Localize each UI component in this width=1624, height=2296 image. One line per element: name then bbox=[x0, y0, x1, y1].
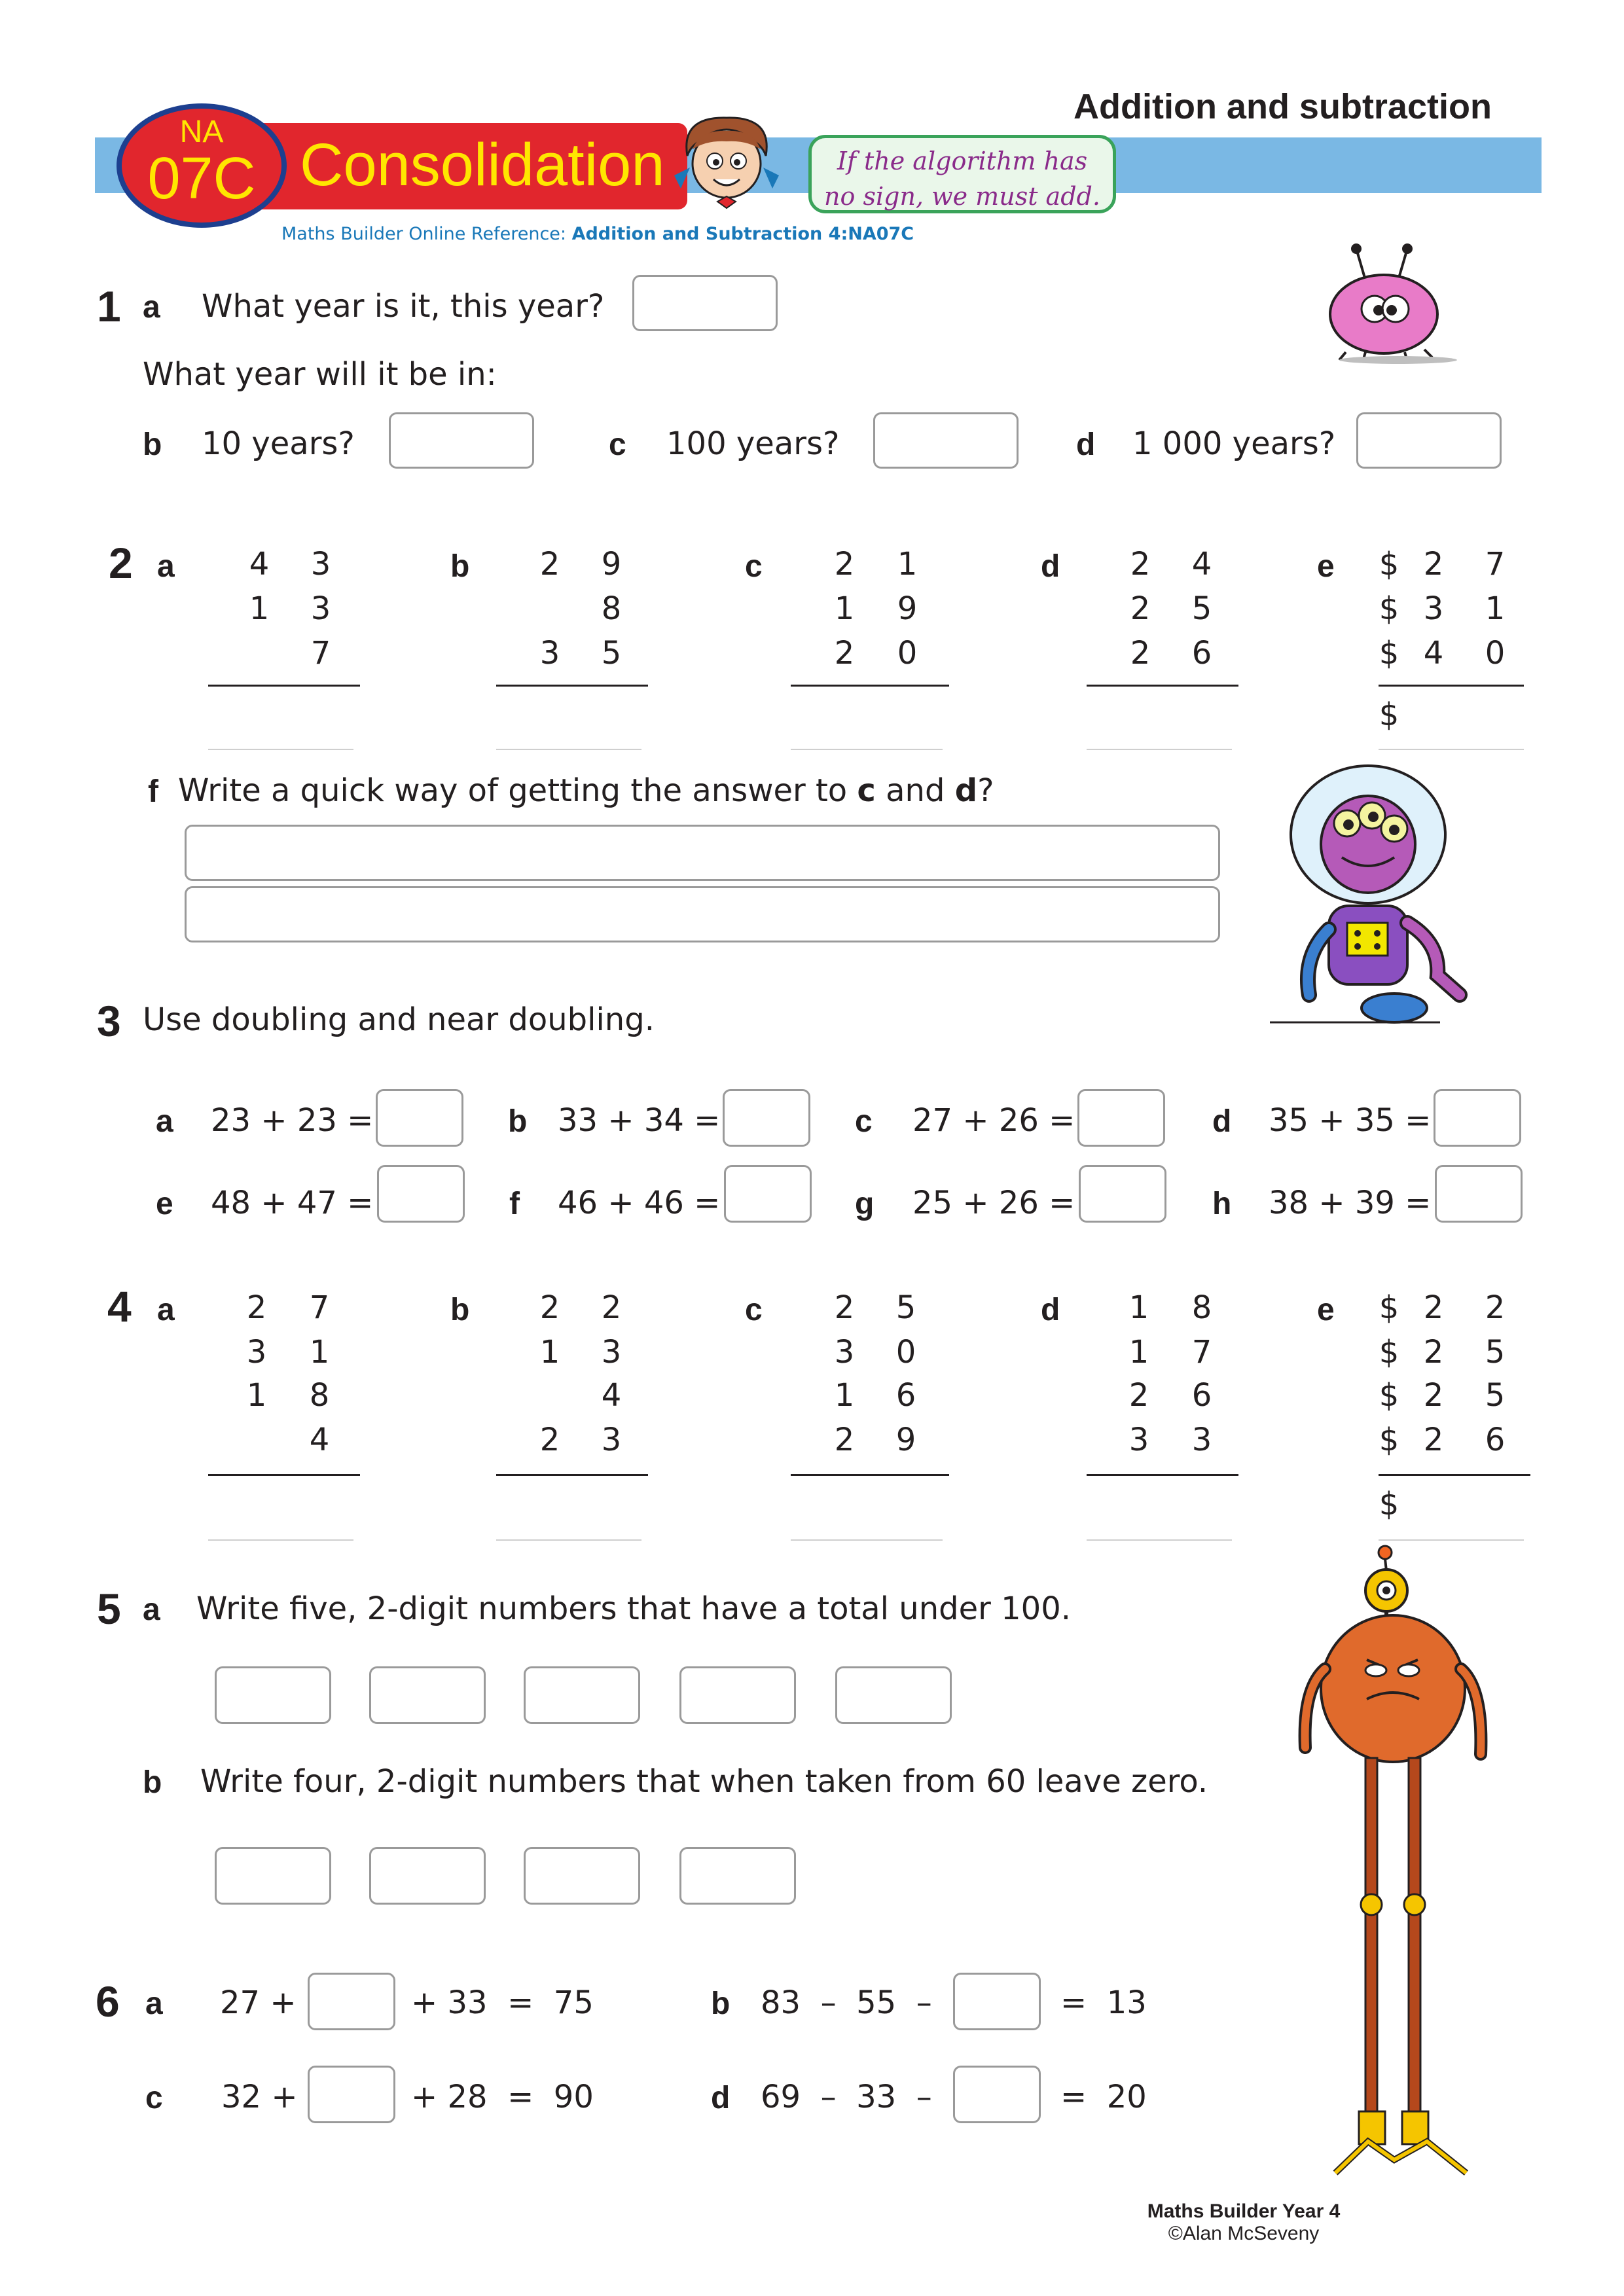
footer-book-title: Maths Builder Year 4 bbox=[1147, 2200, 1341, 2222]
q2-c-label: c bbox=[745, 549, 763, 584]
q1-d-text: 1 000 years? bbox=[1132, 425, 1336, 462]
q4-e-r2-tens: 2 bbox=[1423, 1334, 1444, 1371]
q4-b-r2-tens: 1 bbox=[539, 1334, 560, 1371]
q2-d-sum-line bbox=[1087, 685, 1238, 687]
q5-b-answer-box-4[interactable] bbox=[679, 1847, 796, 1905]
q4-b-r4-ones: 3 bbox=[601, 1422, 622, 1458]
q3-d-label: d bbox=[1212, 1104, 1232, 1139]
q2-f-answer-line-2[interactable] bbox=[185, 886, 1220, 942]
q6-a-pre: 27 + bbox=[220, 1984, 297, 2021]
q3-g-answer-box[interactable] bbox=[1079, 1165, 1166, 1223]
q6-c-answer-box[interactable] bbox=[308, 2066, 395, 2123]
q4-c-r1-tens: 2 bbox=[834, 1289, 855, 1326]
q6-a-answer-box[interactable] bbox=[308, 1973, 395, 2030]
q4-a-r4-ones: 4 bbox=[309, 1422, 330, 1458]
q4-e-r1-ones: 2 bbox=[1485, 1289, 1506, 1326]
q1-c-answer-box[interactable] bbox=[873, 412, 1019, 469]
q4-a-label: a bbox=[157, 1293, 175, 1327]
q4-d-r3-tens: 2 bbox=[1128, 1377, 1149, 1414]
q3-b-label: b bbox=[508, 1104, 528, 1139]
q2-c-r3-tens: 2 bbox=[834, 635, 855, 672]
q4-d-answer-line[interactable] bbox=[1087, 1539, 1232, 1541]
q2-d-r1-ones: 4 bbox=[1191, 546, 1212, 583]
q1-b-label: b bbox=[143, 427, 162, 462]
q6-c-pre: 32 + bbox=[221, 2079, 298, 2115]
q1-b-answer-box[interactable] bbox=[389, 412, 534, 469]
question-number-5: 5 bbox=[97, 1585, 121, 1633]
q2-f-bold-d: d bbox=[954, 772, 978, 809]
q5-b-label: b bbox=[143, 1765, 162, 1800]
q2-a-label: a bbox=[157, 549, 175, 584]
q2-e-sum-line bbox=[1379, 685, 1524, 687]
q2-a-r2-tens: 1 bbox=[249, 590, 270, 627]
q4-d-r2-ones: 7 bbox=[1191, 1334, 1212, 1371]
q3-c-expr: 27 + 26 = bbox=[912, 1102, 1075, 1139]
bubble-line-2: no sign, we must add. bbox=[824, 182, 1100, 211]
q3-f-expr: 46 + 46 = bbox=[558, 1185, 721, 1221]
q2-b-r2-ones: 8 bbox=[601, 590, 622, 627]
q3-intro: Use doubling and near doubling. bbox=[143, 1001, 655, 1038]
girl-cartoon-icon bbox=[661, 110, 792, 215]
q2-f-text-part-1: Write a quick way of getting the answer to bbox=[178, 772, 857, 809]
tall-alien-icon bbox=[1296, 1545, 1512, 2186]
q2-e-answer-dollar: $ bbox=[1379, 696, 1399, 733]
question-number-4: 4 bbox=[107, 1282, 132, 1331]
q2-d-r1-tens: 2 bbox=[1130, 546, 1151, 583]
q2-f-bold-c: c bbox=[857, 772, 876, 809]
badge-na: NA bbox=[179, 115, 224, 149]
q3-b-expr: 33 + 34 = bbox=[558, 1102, 721, 1139]
q6-b-label: b bbox=[711, 1986, 731, 2021]
q2-e-r2-dollar: $ bbox=[1379, 590, 1399, 627]
q2-a-r1-ones: 3 bbox=[310, 546, 331, 583]
q6-d-post: = 20 bbox=[1060, 2079, 1147, 2115]
q2-d-r3-tens: 2 bbox=[1130, 635, 1151, 672]
speech-bubble bbox=[808, 135, 1116, 213]
q5-b-text: Write four, 2-digit numbers that when taken from 60 leave zero. bbox=[200, 1763, 1208, 1800]
q2-c-r2-tens: 1 bbox=[834, 590, 855, 627]
q4-a-r2-tens: 3 bbox=[246, 1334, 267, 1371]
q2-d-r3-ones: 6 bbox=[1191, 635, 1212, 672]
online-reference bbox=[281, 224, 914, 244]
q4-e-r3-ones: 5 bbox=[1485, 1377, 1506, 1414]
question-number-1: 1 bbox=[97, 282, 121, 331]
question-number-2: 2 bbox=[109, 539, 133, 587]
q2-e-r1-ones: 7 bbox=[1485, 546, 1506, 583]
q4-d-label: d bbox=[1041, 1293, 1060, 1327]
q2-d-r2-ones: 5 bbox=[1191, 590, 1212, 627]
q5-a-answer-box-2[interactable] bbox=[369, 1666, 486, 1724]
q5-b-answer-box-3[interactable] bbox=[524, 1847, 640, 1905]
q5-a-text: Write five, 2-digit numbers that have a total under 100. bbox=[196, 1590, 1071, 1627]
q6-a-label: a bbox=[145, 1986, 163, 2021]
q2-a-r2-ones: 3 bbox=[310, 590, 331, 627]
q4-d-r4-tens: 3 bbox=[1128, 1422, 1149, 1458]
q6-c-label: c bbox=[145, 2081, 163, 2115]
q6-d-label: d bbox=[711, 2081, 731, 2115]
q4-c-r4-tens: 2 bbox=[834, 1422, 855, 1458]
q5-a-answer-box-3[interactable] bbox=[524, 1666, 640, 1724]
q2-e-r2-ones: 1 bbox=[1485, 590, 1506, 627]
q4-c-r2-ones: 0 bbox=[895, 1334, 916, 1371]
q3-g-expr: 25 + 26 = bbox=[912, 1185, 1075, 1221]
q4-b-answer-line[interactable] bbox=[496, 1539, 641, 1541]
q3-c-label: c bbox=[855, 1104, 873, 1139]
q2-c-r1-tens: 2 bbox=[834, 546, 855, 583]
q2-d-r2-tens: 2 bbox=[1130, 590, 1151, 627]
q4-c-answer-line[interactable] bbox=[791, 1539, 943, 1541]
q2-b-r3-ones: 5 bbox=[601, 635, 622, 672]
q3-b-answer-box[interactable] bbox=[723, 1089, 810, 1147]
q1-c-text: 100 years? bbox=[666, 425, 840, 462]
q2-a-r3-ones: 7 bbox=[310, 635, 331, 672]
page-title: Consolidation bbox=[300, 132, 665, 198]
q4-c-r1-ones: 5 bbox=[895, 1289, 916, 1326]
q4-e-r4-tens: 2 bbox=[1423, 1422, 1444, 1458]
q4-c-r3-tens: 1 bbox=[834, 1377, 855, 1414]
q4-e-r1-tens: 2 bbox=[1423, 1289, 1444, 1326]
question-number-3: 3 bbox=[97, 997, 121, 1045]
q4-a-r1-tens: 2 bbox=[246, 1289, 267, 1326]
q3-c-answer-box[interactable] bbox=[1077, 1089, 1165, 1147]
q6-b-post: = 13 bbox=[1060, 1984, 1147, 2021]
q4-e-r4-ones: 6 bbox=[1485, 1422, 1506, 1458]
q2-e-answer-line[interactable] bbox=[1379, 749, 1524, 750]
q3-a-expr: 23 + 23 = bbox=[211, 1102, 374, 1139]
q4-c-r2-tens: 3 bbox=[834, 1334, 855, 1371]
q4-e-answer-line[interactable] bbox=[1379, 1539, 1524, 1541]
q4-e-r2-dollar: $ bbox=[1379, 1334, 1399, 1371]
q2-c-r3-ones: 0 bbox=[897, 635, 918, 672]
bubble-line-1: If the algorithm has bbox=[837, 147, 1088, 175]
q5-a-answer-box-4[interactable] bbox=[679, 1666, 796, 1724]
q2-a-answer-line[interactable] bbox=[208, 749, 353, 750]
fuzzy-bug-icon bbox=[1307, 241, 1464, 365]
q3-a-label: a bbox=[156, 1104, 173, 1139]
q1-a-answer-box[interactable] bbox=[632, 275, 778, 331]
q4-b-r3-ones: 4 bbox=[601, 1377, 622, 1414]
q2-c-r1-ones: 1 bbox=[897, 546, 918, 583]
q2-f-text-part-3: ? bbox=[977, 772, 994, 809]
q1-a-text: What year is it, this year? bbox=[202, 288, 605, 325]
q1-intro: What year will it be in: bbox=[143, 356, 497, 393]
reference-code: Addition and Subtraction 4:NA07C bbox=[571, 224, 914, 244]
q4-d-r4-ones: 3 bbox=[1191, 1422, 1212, 1458]
q2-a-r1-tens: 4 bbox=[249, 546, 270, 583]
q2-b-answer-line[interactable] bbox=[496, 749, 641, 750]
q2-e-r1-tens: 2 bbox=[1423, 546, 1444, 583]
q4-a-r3-ones: 8 bbox=[309, 1377, 330, 1414]
q4-e-r3-tens: 2 bbox=[1423, 1377, 1444, 1414]
q2-d-label: d bbox=[1041, 549, 1060, 584]
q1-a-label: a bbox=[143, 290, 160, 325]
q1-c-label: c bbox=[609, 427, 626, 462]
q2-e-r1-dollar: $ bbox=[1379, 546, 1399, 583]
q2-f-text bbox=[178, 772, 994, 809]
q4-b-r1-ones: 2 bbox=[601, 1289, 622, 1326]
q1-d-answer-box[interactable] bbox=[1356, 412, 1502, 469]
q4-c-r4-ones: 9 bbox=[895, 1422, 916, 1458]
q3-h-label: h bbox=[1212, 1187, 1232, 1221]
q5-b-answer-box-1[interactable] bbox=[215, 1847, 331, 1905]
reference-prefix: Maths Builder Online Reference: bbox=[281, 224, 572, 244]
q3-d-answer-box[interactable] bbox=[1434, 1089, 1521, 1147]
q3-f-answer-box[interactable] bbox=[724, 1165, 812, 1223]
q4-d-r3-ones: 6 bbox=[1191, 1377, 1212, 1414]
q4-b-sum-line bbox=[496, 1474, 648, 1476]
q3-h-answer-box[interactable] bbox=[1435, 1165, 1523, 1223]
q2-c-r2-ones: 9 bbox=[897, 590, 918, 627]
q2-d-answer-line[interactable] bbox=[1087, 749, 1232, 750]
q4-b-r1-tens: 2 bbox=[539, 1289, 560, 1326]
q3-d-expr: 35 + 35 = bbox=[1269, 1102, 1432, 1139]
q6-c-post: + 28 = 90 bbox=[411, 2079, 594, 2115]
q2-b-sum-line bbox=[496, 685, 648, 687]
q3-a-answer-box[interactable] bbox=[376, 1089, 463, 1147]
q3-g-label: g bbox=[855, 1187, 875, 1221]
footer bbox=[1113, 2200, 1375, 2245]
q4-e-r3-dollar: $ bbox=[1379, 1377, 1399, 1414]
q2-f-answer-line-1[interactable] bbox=[185, 825, 1220, 881]
q2-b-r3-tens: 3 bbox=[539, 635, 560, 672]
q4-a-sum-line bbox=[208, 1474, 360, 1476]
q4-b-r2-ones: 3 bbox=[601, 1334, 622, 1371]
q3-f-label: f bbox=[509, 1187, 520, 1221]
q4-e-label: e bbox=[1317, 1293, 1335, 1327]
q4-a-r3-tens: 1 bbox=[246, 1377, 267, 1414]
q4-d-r1-tens: 1 bbox=[1128, 1289, 1149, 1326]
q5-a-answer-box-1[interactable] bbox=[215, 1666, 331, 1724]
q3-e-answer-box[interactable] bbox=[377, 1165, 465, 1223]
q2-b-label: b bbox=[450, 549, 470, 584]
q6-b-answer-box[interactable] bbox=[953, 1973, 1041, 2030]
footer-copyright: ©Alan McSeveny bbox=[1168, 2223, 1320, 2244]
q5-a-answer-box-5[interactable] bbox=[835, 1666, 952, 1724]
q6-b-pre: 83 – 55 – bbox=[761, 1984, 932, 2021]
q4-a-answer-line[interactable] bbox=[208, 1539, 353, 1541]
q1-b-text: 10 years? bbox=[202, 425, 355, 462]
badge-code: 07C bbox=[147, 146, 256, 211]
q4-c-label: c bbox=[745, 1293, 763, 1327]
q5-b-answer-box-2[interactable] bbox=[369, 1847, 486, 1905]
q6-d-pre: 69 – 33 – bbox=[761, 2079, 932, 2115]
topic-heading: Addition and subtraction bbox=[1074, 87, 1492, 126]
q2-e-label: e bbox=[1317, 549, 1335, 584]
q2-b-r1-tens: 2 bbox=[539, 546, 560, 583]
q6-d-answer-box[interactable] bbox=[953, 2066, 1041, 2123]
q2-e-r3-dollar: $ bbox=[1379, 635, 1399, 672]
q4-e-r1-dollar: $ bbox=[1379, 1289, 1399, 1326]
q2-a-sum-line bbox=[208, 685, 360, 687]
q3-e-expr: 48 + 47 = bbox=[211, 1185, 374, 1221]
q6-a-post: + 33 = 75 bbox=[411, 1984, 594, 2021]
space-alien-icon bbox=[1244, 759, 1532, 1047]
q2-f-label: f bbox=[148, 774, 158, 809]
q4-d-sum-line bbox=[1087, 1474, 1238, 1476]
q2-e-r3-ones: 0 bbox=[1485, 635, 1506, 672]
q2-e-r3-tens: 4 bbox=[1423, 635, 1444, 672]
q4-e-answer-dollar: $ bbox=[1379, 1486, 1399, 1522]
q4-a-r1-ones: 7 bbox=[309, 1289, 330, 1326]
q4-b-r4-tens: 2 bbox=[539, 1422, 560, 1458]
q4-e-r2-ones: 5 bbox=[1485, 1334, 1506, 1371]
q4-c-r3-ones: 6 bbox=[895, 1377, 916, 1414]
q2-b-r1-ones: 9 bbox=[601, 546, 622, 583]
q4-d-r2-tens: 1 bbox=[1128, 1334, 1149, 1371]
q4-a-r2-ones: 1 bbox=[309, 1334, 330, 1371]
q4-e-r4-dollar: $ bbox=[1379, 1422, 1399, 1458]
q4-b-label: b bbox=[450, 1293, 470, 1327]
q4-d-r1-ones: 8 bbox=[1191, 1289, 1212, 1326]
q1-d-label: d bbox=[1076, 427, 1096, 462]
q2-f-text-part-2: and bbox=[875, 772, 955, 809]
q5-a-label: a bbox=[143, 1592, 160, 1627]
q3-e-label: e bbox=[156, 1187, 173, 1221]
q2-c-answer-line[interactable] bbox=[791, 749, 943, 750]
q3-h-expr: 38 + 39 = bbox=[1269, 1185, 1432, 1221]
q2-e-r2-tens: 3 bbox=[1423, 590, 1444, 627]
question-number-6: 6 bbox=[96, 1977, 120, 2026]
q2-c-sum-line bbox=[791, 685, 949, 687]
q4-c-sum-line bbox=[791, 1474, 949, 1476]
q4-e-sum-line bbox=[1379, 1474, 1530, 1476]
